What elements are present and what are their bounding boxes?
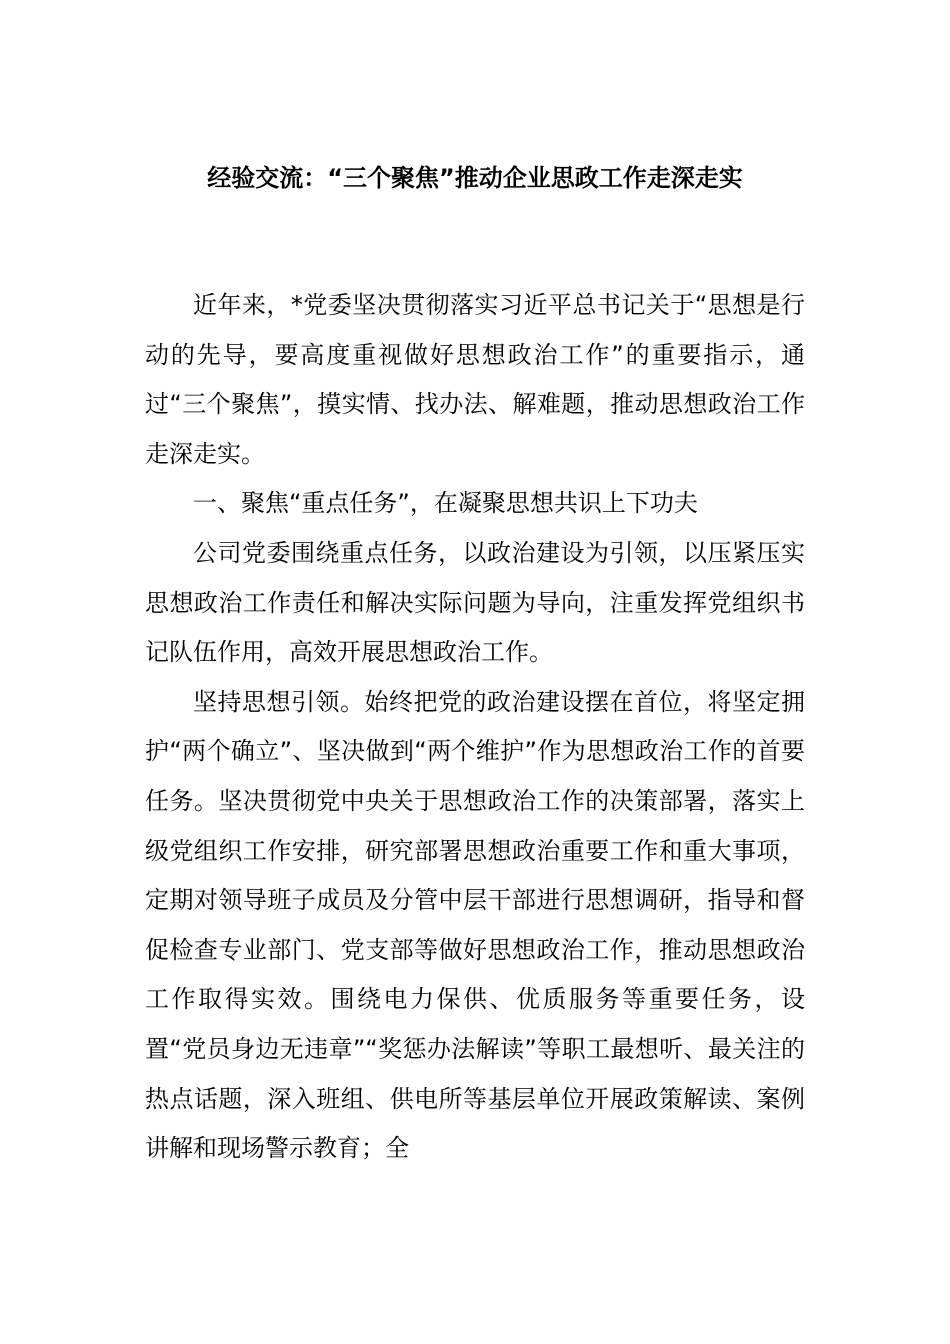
paragraph-section-1: 公司党委围绕重点任务，以政治建设为引领，以压紧压实思想政治工作责任和解决实际问题为导向，注重发挥党组织书记队伍作用，高效开展思想政治工作。 (145, 538, 805, 667)
section-heading-1: 一、聚焦“重点任务”，在凝聚思想共识上下功夫 (193, 489, 698, 518)
document-title: 经验交流：“三个聚焦”推动企业思政工作走深走实 (207, 164, 743, 192)
paragraph-thought-guidance: 坚持思想引领。始终把党的政治建设摆在首位，将坚定拥护“两个确立”、坚决做到“两个维护”作为思想政治工作的首要任务。坚决贯彻党中央关于思想政治工作的决策部署，落实上级党组织工作安排，研究部署思想政治重要工作和重大事项，定期对领导班子成员及分管中层干部进行思想调研，指导和督促检查专业部门、党支部等做好思想政治工作，推动思想政治工作取得实效。围绕电力保供、优质服务等重要任务，设置“党员身边无违章”“奖惩办法解读”等职工最想听、最关注的热点话题，深入班组、供电所等基层单位开展政策解读、案例讲解和现场警示教育；全 (145, 687, 805, 1163)
paragraph-intro: 近年来，*党委坚决贯彻落实习近平总书记关于“思想是行动的先导，要高度重视做好思想政治工作”的重要指示，通过“三个聚焦”，摸实情、找办法、解难题，推动思想政治工作走深走实。 (145, 291, 805, 468)
document-body (145, 281, 805, 1174)
